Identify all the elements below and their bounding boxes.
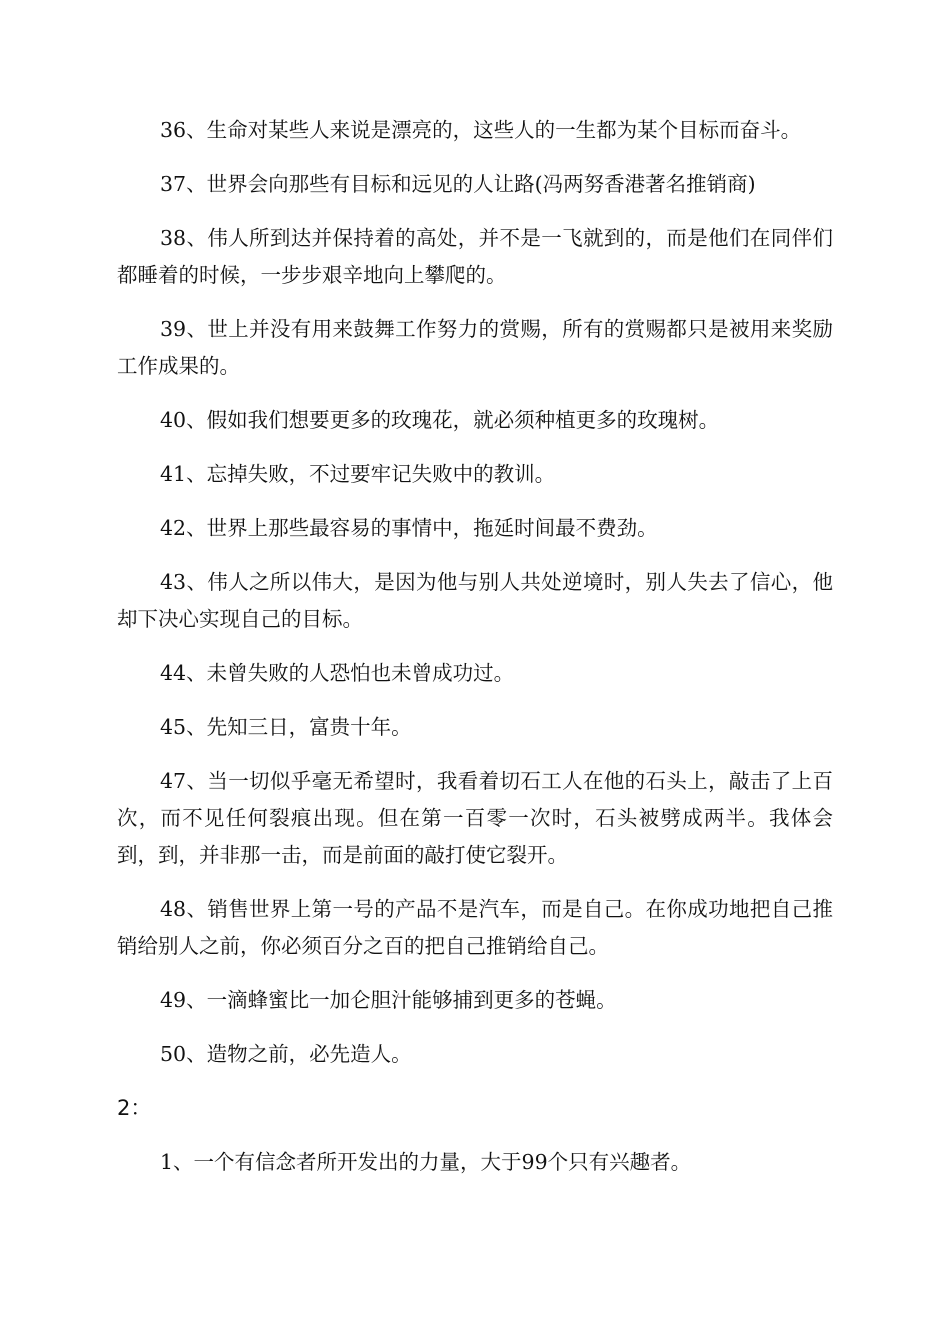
section-heading: 2： xyxy=(117,1096,152,1120)
paragraph-39: 39、世上并没有用来鼓舞工作努力的赏赐，所有的赏赐都只是被用来奖励工作成果的。 xyxy=(117,317,833,378)
paragraph-49: 49、一滴蜂蜜比一加仑胆汁能够捕到更多的苍蝇。 xyxy=(160,988,617,1012)
paragraph-50: 50、造物之前，必先造人。 xyxy=(160,1042,412,1066)
paragraph-38: 38、伟人所到达并保持着的高处，并不是一飞就到的，而是他们在同伴们都睡着的时候，一步步艰辛地向上攀爬的。 xyxy=(117,226,833,287)
paragraph-37: 37、世界会向那些有目标和远见的人让路(冯两努香港著名推销商) xyxy=(160,172,756,196)
document-page xyxy=(117,112,833,1198)
paragraph-43: 43、伟人之所以伟大，是因为他与别人共处逆境时，别人失去了信心，他却下决心实现自己的目标。 xyxy=(117,570,833,631)
paragraph-45: 45、先知三日，富贵十年。 xyxy=(160,715,412,739)
paragraph-1: 1、一个有信念者所开发出的力量，大于99个只有兴趣者。 xyxy=(160,1150,692,1174)
paragraph-40: 40、假如我们想要更多的玫瑰花，就必须种植更多的玫瑰树。 xyxy=(160,408,720,432)
paragraph-44: 44、未曾失败的人恐怕也未曾成功过。 xyxy=(160,661,515,685)
paragraph-48: 48、销售世界上第一号的产品不是汽车，而是自己。在你成功地把自己推销给别人之前，你必须百分之百的把自己推销给自己。 xyxy=(117,897,833,958)
paragraph-36: 36、生命对某些人来说是漂亮的，这些人的一生都为某个目标而奋斗。 xyxy=(160,118,802,142)
paragraph-41: 41、忘掉失败，不过要牢记失败中的教训。 xyxy=(160,462,556,486)
paragraph-42: 42、世界上那些最容易的事情中，拖延时间最不费劲。 xyxy=(160,516,658,540)
paragraph-47: 47、当一切似乎毫无希望时，我看着切石工人在他的石头上，敲击了上百次，而不见任何裂痕出现。但在第一百零一次时，石头被劈成两半。我体会到，到，并非那一击，而是前面的敲打使它裂开。 xyxy=(117,769,833,867)
